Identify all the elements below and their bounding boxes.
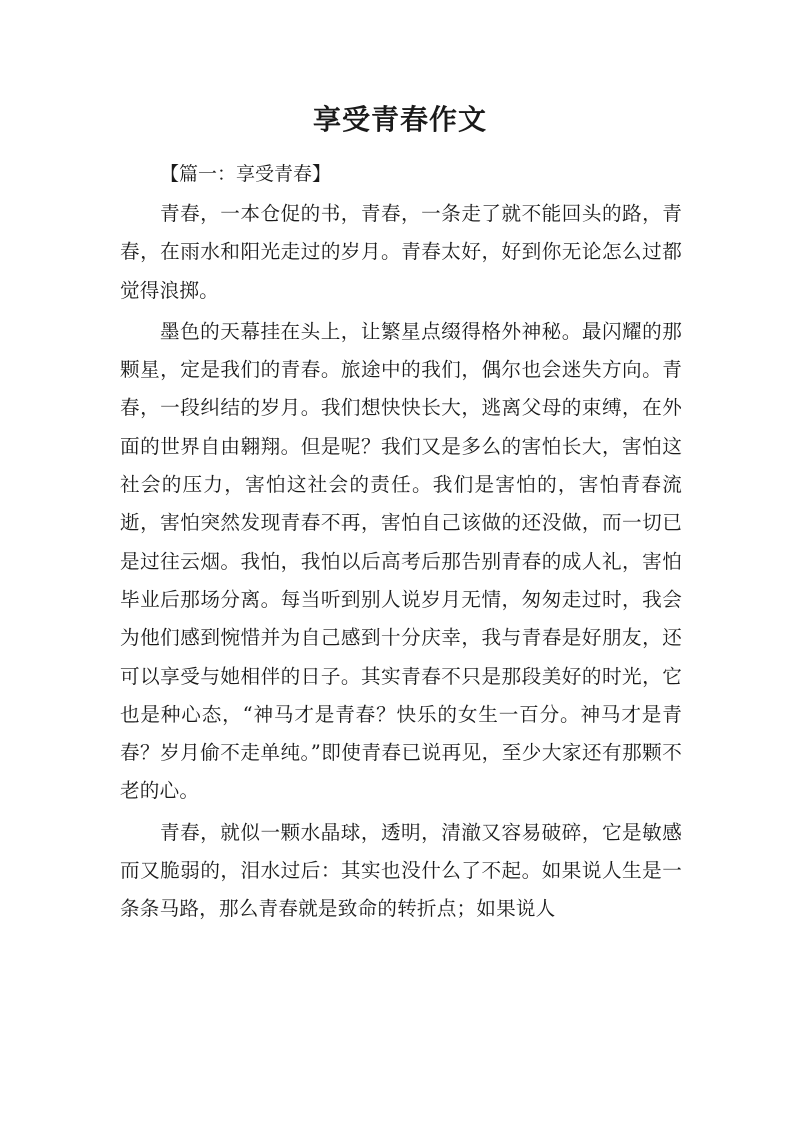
paragraph-3: 青春，就似一颗水晶球，透明，清澈又容易破碎，它是敏感而又脆弱的，泪水过后：其实也没什么了不起。如果说人生是一条条马路，那么青春就是致命的转折点；如果说人: [120, 820, 682, 921]
section-heading: 【篇一：享受青春】: [160, 163, 332, 185]
paragraph-2: 墨色的天幕挂在头上，让繁星点缀得格外神秘。最闪耀的那颗星，定是我们的青春。旅途中的我们，偶尔也会迷失方向。青春，一段纠结的岁月。我们想快快长大，逃离父母的束缚，在外面的世界自由翱翔。但是呢？我们又是多么的害怕长大，害怕这社会的压力，害怕这社会的责任。我们是害怕的，害怕青春流逝，害怕突然发现青春不再，害怕自己该做的还没做，而一切已是过往云烟。我怕，我怕以后高考后那告别青春的成人礼，害怕毕业后那场分离。每当听到别人说岁月无情，匆匆走过时，我会为他们感到惋惜并为自己感到十分庆幸，我与青春是好朋友，还可以享受与她相伴的日子。其实青春不只是那段美好的时光，它也是种心态，“神马才是青春？快乐的女生一百分。神马才是青春？岁月偷不走单纯。”即使青春已说再见，至少大家还有那颗不老的心。: [120, 319, 682, 803]
paragraph-1: 青春，一本仓促的书，青春，一条走了就不能回头的路，青春，在雨水和阳光走过的岁月。青春太好，好到你无论怎么过都觉得浪掷。: [120, 202, 682, 302]
document-body: [120, 155, 682, 932]
document-title: 享受青春作文: [312, 103, 487, 136]
